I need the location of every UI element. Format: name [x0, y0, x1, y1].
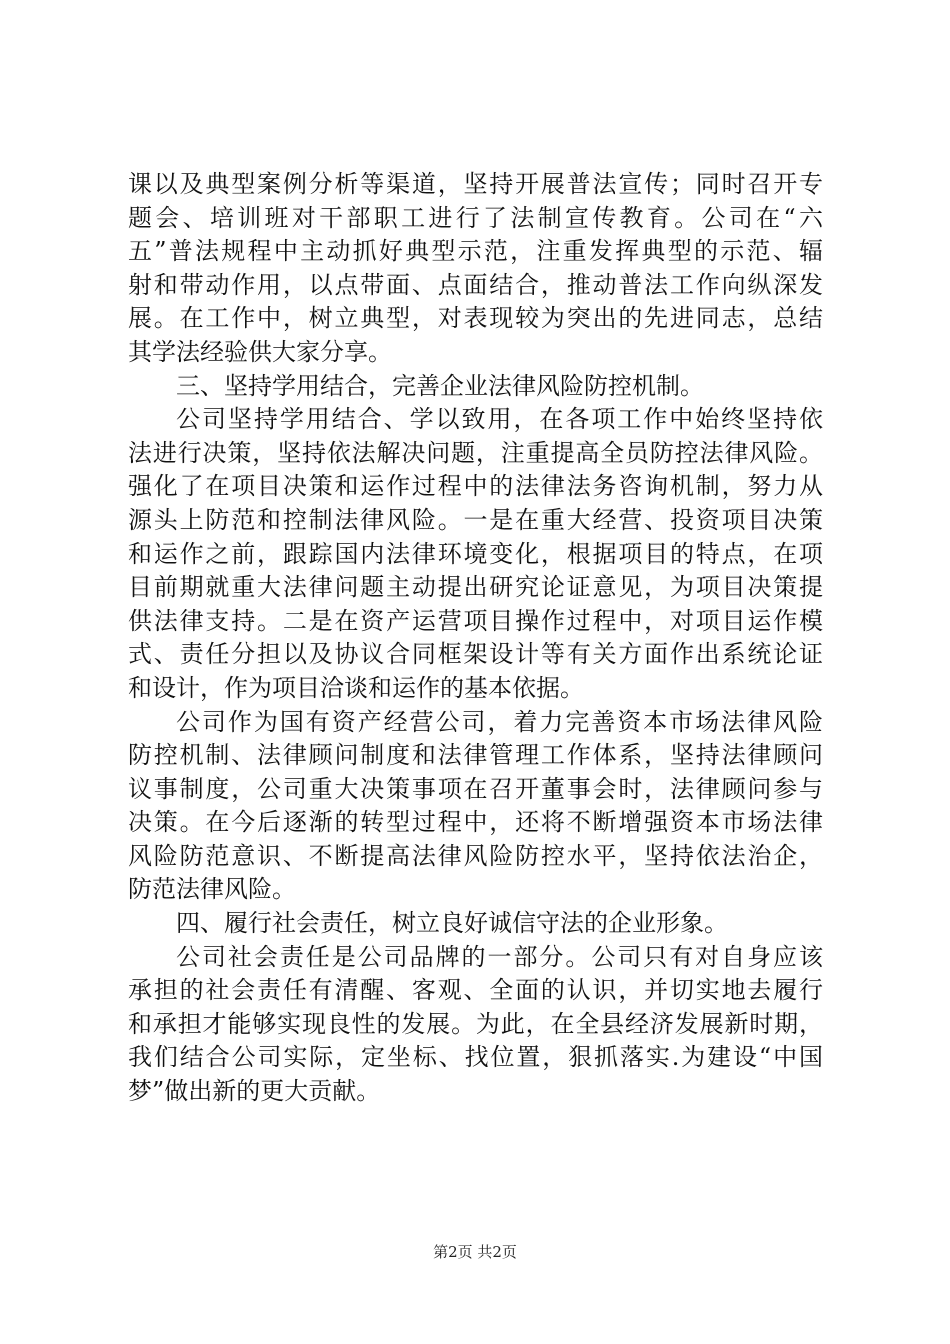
- text-line: 防控机制、法律顾问制度和法律管理工作体系，坚持法律顾问: [128, 741, 823, 770]
- text-line: 公司作为国有资产经营公司，着力完善资本市场法律风险: [176, 707, 823, 736]
- text-line: 式、责任分担以及协议合同框架设计等有关方面作出系统论证: [128, 640, 823, 669]
- text-line: 课以及典型案例分析等渠道，坚持开展普法宣传；同时召开专: [128, 170, 823, 198]
- text-line: 题会、培训班对干部职工进行了法制宣传教育。公司在“六: [128, 203, 823, 232]
- text-line: 供法律支持。二是在资产运营项目操作过程中，对项目运作模: [128, 606, 823, 635]
- text-line: 和设计，作为项目洽谈和运作的基本依据。: [128, 673, 584, 702]
- text-line: 公司坚持学用结合、学以致用，在各项工作中始终坚持依: [176, 405, 823, 434]
- text-line: 和承担才能够实现良性的发展。为此，在全县经济发展新时期，: [128, 1009, 823, 1038]
- text-line: 源头上防范和控制法律风险。一是在重大经营、投资项目决策: [128, 505, 823, 534]
- document-body: [128, 168, 823, 1109]
- text-line: 公司社会责任是公司品牌的一部分。公司只有对自身应该: [176, 942, 823, 971]
- text-line: 法进行决策，坚持依法解决问题，注重提高全员防控法律风险。: [128, 438, 823, 467]
- text-line: 射和带动作用，以点带面、点面结合，推动普法工作向纵深发: [128, 270, 823, 299]
- text-line: 五”普法规程中主动抓好典型示范，注重发挥典型的示范、辐: [128, 237, 823, 266]
- text-line: 防范法律风险。: [128, 875, 296, 904]
- text-line: 其学法经验供大家分享。: [128, 337, 392, 366]
- text-line: 梦”做出新的更大贡献。: [128, 1077, 381, 1106]
- text-line: 和运作之前，跟踪国内法律环境变化，根据项目的特点，在项: [128, 539, 823, 568]
- text-line: 承担的社会责任有清醒、客观、全面的认识，并切实地去履行: [128, 976, 823, 1005]
- text-line: 强化了在项目决策和运作过程中的法律法务咨询机制，努力从: [128, 472, 823, 501]
- text-line: 决策。在今后逐渐的转型过程中，还将不断增强资本市场法律: [128, 808, 823, 837]
- text-line: 我们结合公司实际，定坐标、找位置，狠抓落实.为建设“中国: [128, 1043, 823, 1072]
- text-line: 目前期就重大法律问题主动提出研究论证意见，为项目决策提: [128, 573, 823, 602]
- text-line: 议事制度，公司重大决策事项在召开董事会时，法律顾问参与: [128, 774, 823, 803]
- section-heading: 四、履行社会责任，树立良好诚信守法的企业形象。: [176, 909, 728, 938]
- section-heading: 三、坚持学用结合，完善企业法律风险防控机制。: [176, 371, 704, 400]
- text-line: 风险防范意识、不断提高法律风险防控水平，坚持依法治企，: [128, 841, 823, 870]
- page-footer: 第2页 共2页: [433, 1243, 517, 1261]
- text-line: 展。在工作中，树立典型，对表现较为突出的先进同志，总结: [128, 304, 823, 333]
